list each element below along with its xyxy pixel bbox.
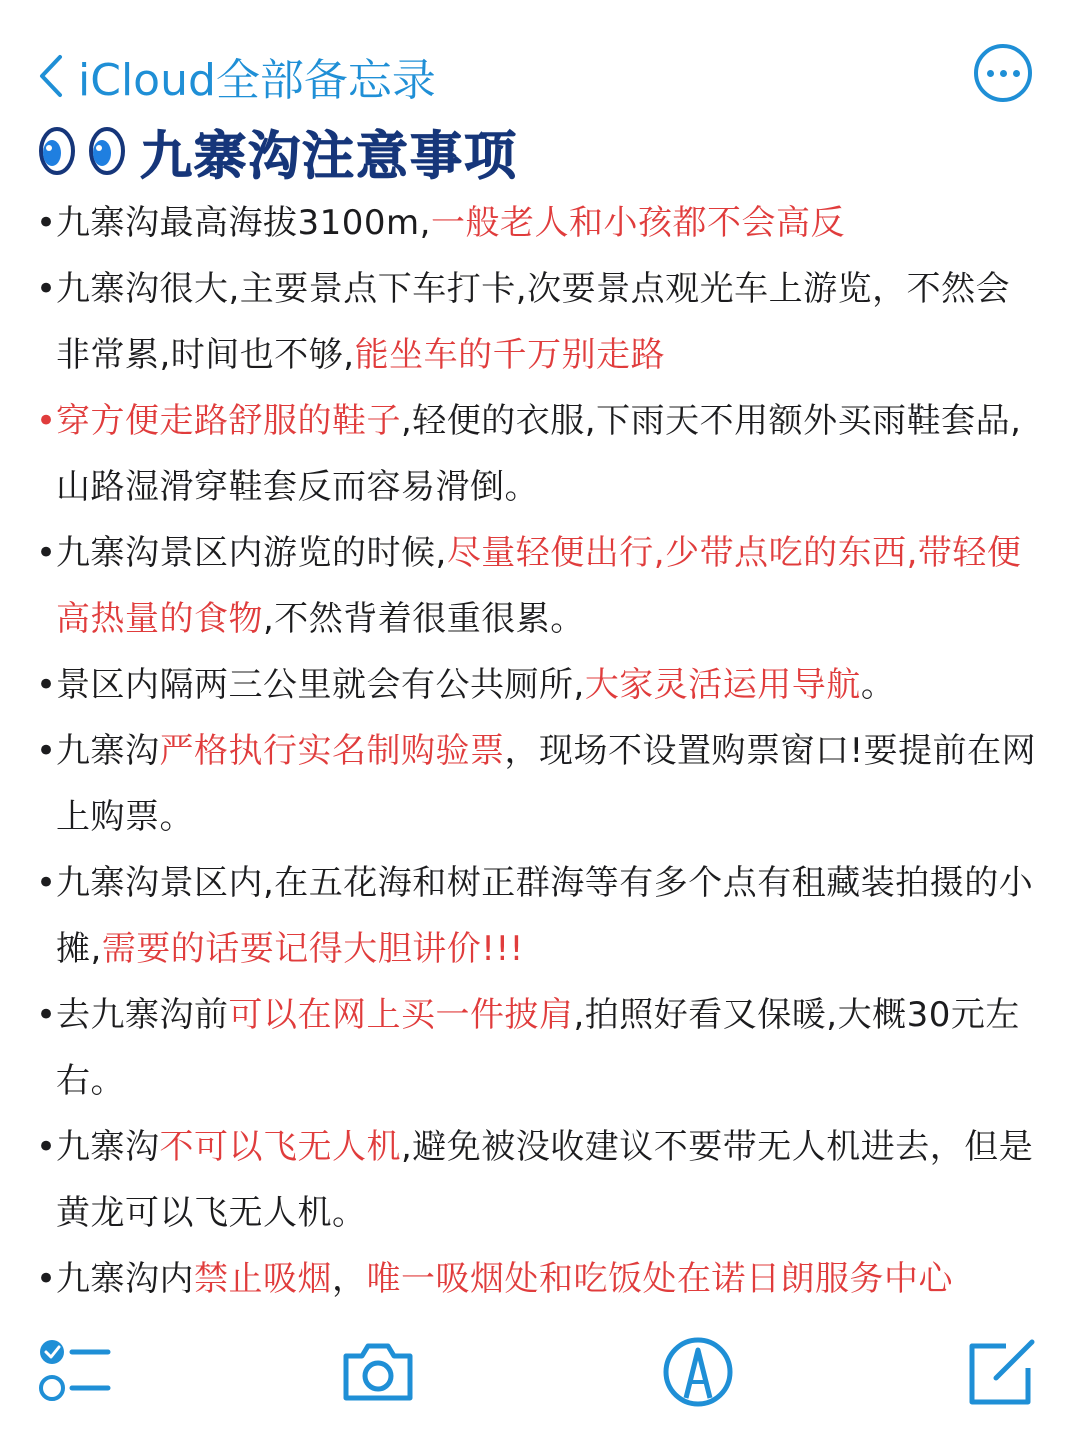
highlighted-text: 唯一吸烟处和吃饭处在诺日朗服务中心 [366,1259,953,1299]
eye-icon [88,126,126,176]
highlighted-text: 不可以飞无人机 [159,1127,401,1167]
note-line [34,652,1044,718]
navigation-bar [0,0,1080,110]
bottom-toolbar [0,1320,1080,1420]
dot [1013,70,1020,77]
note-text: ,轻便的衣服,下雨天不用额外买雨鞋套品,山路湿滑穿鞋套反而容易滑倒。 [56,401,1022,507]
bullet: • [36,1259,57,1299]
bullet: • [36,269,57,309]
note-text: 九寨沟最高海拔3100m, [56,203,431,243]
highlighted-text: 能坐车的千万别走路 [354,335,666,375]
note-text: 景区内隔两三公里就会有公共厕所, [56,665,585,705]
back-label: iCloud全部备忘录 [78,55,436,106]
note-title-row [38,116,518,186]
note-text: 九寨沟内 [56,1259,194,1299]
note-text: ,不然背着很重很累。 [263,599,585,639]
eye-icon [38,126,76,176]
note-line [34,718,1044,850]
bullet: • [36,995,57,1035]
note-text: 。 [860,665,896,705]
note-text: 九寨沟很大,主要景点下车打卡,次要景点观光车上游览，不然会非常累,时间也不够, [56,269,1011,375]
more-options-button[interactable] [974,44,1032,102]
compose-icon [962,1332,1042,1412]
note-text: 去九寨沟前 [56,995,229,1035]
bullet: • [36,533,57,573]
highlighted-text: 大家灵活运用导航 [584,665,861,705]
note-text: 九寨沟景区内游览的时候, [56,533,447,573]
highlighted-text: 一般老人和小孩都不会高反 [430,203,845,243]
dot [1000,70,1007,77]
bullet: • [36,731,57,771]
dot [987,70,994,77]
note-text: ， [332,1259,367,1299]
note-text: ,避免被没收建议不要带无人机进去，但是黄龙可以飞无人机。 [56,1127,1034,1233]
camera-button[interactable] [338,1332,418,1412]
note-line [34,1114,1044,1246]
highlighted-text: 禁止吸烟 [194,1259,332,1299]
highlighted-text: 可以在网上买一件披肩 [228,995,574,1035]
highlighted-text: 穿方便走路舒服的鞋子 [56,401,401,441]
note-line [34,850,1044,982]
highlighted-text: 严格执行实名制购验票 [159,731,505,771]
note-title: 九寨沟注意事项 [140,126,519,187]
note-text: 九寨沟 [56,1127,160,1167]
note-text: 九寨沟景区内,在五花海和树正群海等有多个点有租藏装拍摄的小摊, [56,863,1034,969]
highlighted-text: 尽量轻便出行,少带点吃的东西,带轻便高热量的食物 [56,533,1022,639]
bullet: • [36,863,57,903]
note-line [34,982,1044,1114]
note-line [34,1246,1044,1312]
chevron-left-icon [34,51,68,101]
bullet: • [36,665,57,705]
note-line [34,520,1044,652]
note-line [34,256,1044,388]
checklist-icon [36,1332,116,1412]
bullet: • [36,203,57,243]
highlighted-text: 需要的话要记得大胆讲价!!! [101,929,524,969]
note-text: 九寨沟 [56,731,160,771]
note-text: ，现场不设置购票窗口!要提前在网上购票。 [56,731,1037,837]
note-text: ,拍照好看又保暖,大概30元左右。 [56,995,1020,1101]
compose-button[interactable] [962,1332,1042,1412]
checklist-button[interactable] [36,1332,116,1412]
camera-icon [338,1332,418,1412]
eyes-emoji-icon [38,126,126,176]
bullet: • [36,401,57,441]
bullet: • [36,1127,57,1167]
note-line [34,190,1044,256]
markup-button[interactable] [658,1332,738,1412]
note-line [34,388,1044,520]
markup-pen-icon [658,1332,738,1412]
back-button[interactable] [34,44,436,108]
note-body[interactable] [34,190,1044,1312]
